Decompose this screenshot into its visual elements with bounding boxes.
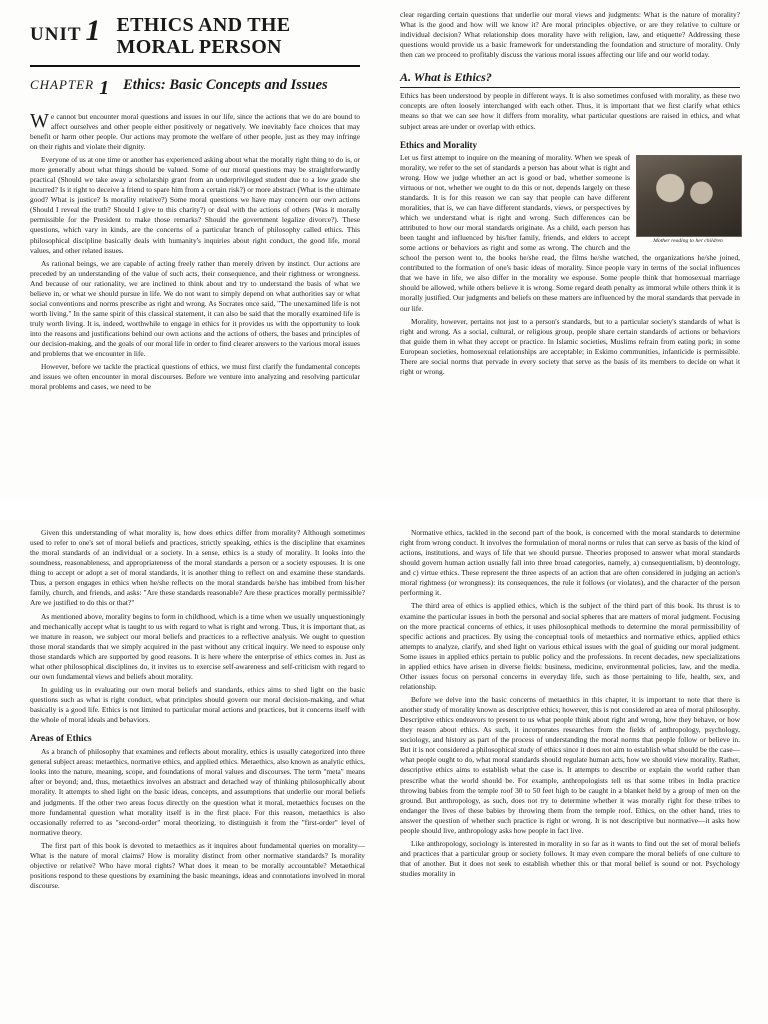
carryover-paragraph: clear regarding certain questions that underlie our moral views and judgments: What is the nature of morality? What is the good and how will we know it? Are moral principles objective, or are they relative to culture or individual decision? What relationship does morality have with religion, law, and etiquette? Addressing these questions would provide us a basic framework for understanding the foundation and structure of morality. Only then can we proceed to profitably discuss the various moral issues affecting our life and our world today. (400, 10, 740, 60)
unit-header (30, 14, 360, 67)
paragraph: Let us first attempt to inquire on the meaning of morality. When we speak of morality, we refer to the set of standards a person has about what is right and wrong. How we judge whether an act is good or bad, whether someone is virtuous or not, whether we ought to do this or not, depends largely on these standards. It is for this reason we can say that people can have different moralities, that is, we can have different standards, views, or perspectives by which we understand what is right and wrong. Such differences can be attributed to how our moral standards originate. As a child, each person has been taught and influenced by his/her family, friends, and elders to accept some actions or behaviors as right and some as wrong. The church and the school the person went to, the books he/she read, the films he/she watched, the organizations he/she joined, contributed to the formation of one's basic ideas of morality. Since people vary in terms of the social influences that we have in life, we also differ in the morality we espouse. Some people think that homosexual marriage should be allowed, while others believe it is wrong. Some regard death penalty as immoral while others think it is morally justified. Our judgments and beliefs on these matters are influenced by the moral standards that pervade in our life. (400, 152, 740, 313)
opening-paragraph-text: e cannot but encounter moral questions and issues in our life, since the actions that we do are bound to affect ourselves and other people either positively or negatively. We inevitably face choices that may benefit or harm other people. Our actions may promote the welfare of other people, just as they may infringe on their rights and violate their dignity. (30, 111, 360, 151)
chapter-number: 1 (99, 76, 110, 99)
chapter-header (30, 77, 360, 100)
opening-paragraph (30, 109, 360, 152)
paragraph: Ethics has been understood by people in different ways. It is also sometimes confused with morality, as these two concepts are often loosely interchanged with each other. Thus, it is important that we first clarify what ethics means so that we can see how it differs from morality, what particular questions are raised in ethics, and what subject areas are under or overlap with ethics. (400, 91, 740, 131)
page-one-column (30, 14, 360, 395)
unit-title: ETHICS AND THE MORAL PERSON (116, 14, 291, 59)
figure-mother-reading (636, 155, 740, 244)
paragraph: Given this understanding of what morality is, how does ethics differ from morality? Although sometimes used to refer to one's set of moral beliefs and practices, strictly speaking, ethics is the discipline that examines the moral standards of an individual or a society. In a sense, ethics is a study of morality. It looks into the soundness, reasonableness, and appropriateness of the moral standards a person or a society espouses. It is one thing to accept or adopt a set of moral standards, it is another thing to reflect on and examine these standards. Thus, a person engages in ethics when he/she reflects on the moral standards he/she has imbibed from his/her family, church, and friends, and asks: "Are these standards reasonable? Are these practices morally permissible? Are we justified to do this or that?" (30, 528, 365, 608)
unit-label: UNIT (30, 24, 82, 45)
chapter-label: CHAPTER (30, 76, 95, 92)
subsection-heading-ethics-and-morality: Ethics and Morality (400, 139, 478, 150)
paragraph: Normative ethics, tackled in the second part of the book, is concerned with the moral standards to determine right from wrong conduct. It involves the formulation of moral norms or rules that can serve as basis of the kind of actions, institutions, and ways of life that we should pursue. Theories proposed to answer what moral standards should govern human action usually fall into three broad categories, namely, a) consequentialism, b) deontology, and c) virtue ethics. These represent the three aspects of an action that are often considered in judging an action's moral rightness (or wrongness): its consequences, the rule it follows (or violates), and the character of the person performing it. (400, 528, 740, 598)
paragraph: The third area of ethics is applied ethics, which is the subject of the third part of this book. Its thrust is to examine the particular issues in both the personal and social spheres that are matters of moral judgment. Focusing on the more practical concerns of ethics, it uses philosophical methods to determine the moral permissibility of specific actions and practices. By using the conceptual tools of metaethics and normative ethics, applied ethics attempts to analyze, clarify, and shed light on various ethical issues with the goal of guiding our moral judgment. Some issues in applied ethics pertain to public policy and the professions. In recent decades, new specializations in applied ethics have arisen in diverse fields: business, medicine, environmental policies, law, and the media. Other issues focus on personal concerns in everyday life, such as those pertaining to life, health, sex, and relationship. (400, 601, 740, 691)
paragraph: Everyone of us at one time or another has experienced asking about what the morally right thing to do is, or more generally about what things should be valued. Some of our moral questions may be straightforwardly practical (Should we take away a scholarship grant from an underprivileged student due to a low grade she incurred? Is it right to deceive a friend to spare him from a certain risk?) or more abstract (What is the ultimate good? What is justice? Is morality relative?) Some moral questions we have may concern our own actions (Should I reveal the truth? Should I give to this charity?) or deal with the actions of others (Was it morally permissible for the President to make those remarks? Should the government legalize divorce?). These questions, which vary in kinds, are the concerns of a particular branch of philosophy called ethics. This philosophical discipline basically deals with humanity's inquiries about right conduct, the good life, moral values, and other related issues. (30, 155, 360, 255)
unit-block (30, 14, 101, 48)
paragraph: However, before we tackle the practical questions of ethics, we must first clarify the fundamental concepts and issues we often encounter in moral discourses. Before we venture into analyzing and resolving particular moral problems and cases, we need to be (30, 362, 360, 392)
paragraph: In guiding us in evaluating our own moral beliefs and standards, ethics aims to shed light on the basic questions such as what is right conduct, what principles should govern our moral decision-making, and what basically is a good life. Ethics is not limited to particular moral actions and practices, but it concerns itself with the whole of moral ideals and behaviors. (30, 684, 365, 725)
paragraph: As rational beings, we are capable of acting freely rather than merely driven by instinct. Our actions are preceded by an understanding of the value of such acts, their consequence, and their rightness or wrongness. And because of our rationality, we are inclined to think about and try to understand the basis of what we believe in, or what we should pursue in life. We do not want to simply depend on what authorities say or what social conventions and norms prescribe as right and wrong. As Socrates once said, "The unexamined life is not worth living." In the same spirit of this classical statement, it can also be said that the morally examined life is truly worth living. It is, indeed, worthwhile to engage in ethics for it provides us with the opportunity to look into the reasons and justifications behind our own actions and the actions of others, the bases and principles of our decision-making, and the goals of our moral life in order to find clearer answers to the various moral issues and problems that we encounter in life. (30, 258, 360, 359)
section-heading-what-is-ethics: A. What is Ethics? (400, 70, 740, 88)
paragraph: Like anthropology, sociology is interested in morality in so far as it wants to find out the set of moral beliefs and practices that a particular group or society follows. It may even compare the moral beliefs of one culture to that of another. But it does not seek to establish whether this or that moral belief is sound or not. Psychology studies morality in (400, 838, 740, 879)
page-seam (0, 500, 768, 520)
figure-photo (636, 155, 742, 237)
paragraph: As a branch of philosophy that examines and reflects about morality, ethics is usually categorized into three general subject areas: metaethics, normative ethics, and applied ethics. Metaethics, also known as analytic ethics, looks into the nature, meaning, scope, and foundations of moral values and discourses. The term "meta" means after or beyond; and, thus, metaethics involves an abstract and detached way of thinking philosophically about morality. It attempts to shed light on the basic ideas, concepts, and assumptions that underlie our moral beliefs and judgments. If the other two areas focus directly on the question what it moral, metaethics focuses on the more fundamental question what morality itself is in the first place. For this reason, metaethics is also occasionally referred to as "second-order" moral theorizing, to distinguish it from the "first-order" level of normative theory. (30, 747, 365, 837)
subsection-heading-areas-of-ethics: Areas of Ethics (30, 734, 92, 745)
paragraph: Before we delve into the basic concerns of metaethics in this chapter, it is important to note that there is another study of morality known as descriptive ethics; however, this is not considered an area of moral philosophy. Descriptive ethics endeavors to present to us what people think about right and wrong, how they behave, or how they reason about ethics. As such, it incorporates researches from the fields of anthropology, psychology, sociology, and history as part of the process of understanding the moral norms that people follow or believe in. But it is not considered a philosophical study of ethics since it does not aim to establish what should be the case—what people ought to do, what moral standards should regulate human acts, how we should view morality. Rather, descriptive ethics aims to establish what the case is. It attempts to describe or explain the world rather than prescribe what the world should be. For example, anthropologists tell us that some tribes in India practice throwing babies from the temple roof 30 to 50 feet high to be caught in a blanket held by a group of men on the ground. But anthropology, as such, does not try to determine whether it was morally right for these tribes to endanger the lives of these babies by throwing them from the temple roof. Ethics, on the other hand, tries to answer the question of whether such practice is right or wrong. It is not descriptive but normative—it asks how people should live, anthropology asks how people in fact live. (400, 695, 740, 835)
drop-cap-w: W (30, 109, 49, 132)
bottom-spread (0, 520, 768, 1024)
page-two-column (400, 10, 740, 380)
top-spread (0, 0, 768, 500)
figure-caption: Mother reading to her children (653, 237, 723, 244)
paragraph: As mentioned above, morality begins to form in childhood, which is a time when we usually unquestioningly and mechanically accept what is taught to us with regard to what is right and wrong. Thus, it is important that, as we mature in reason, we subject our moral beliefs and practices to a reflective analysis. We ought to question those moral standards that we simply acquired in the past without any critical inquiry. We need to espouse only those standards which are supported by good reasons. It is here where the enterprise of ethics comes in. Just as what other philosophical disciplines do, it invites us to exercise self-awareness and self-criticism with regard to our own fundamental views and beliefs about morality. (30, 611, 365, 681)
page-four-column (400, 528, 740, 882)
chapter-title: Ethics: Basic Concepts and Issues (123, 76, 328, 93)
page-three-column (30, 528, 365, 894)
paragraph: The first part of this book is devoted to metaethics as it inquires about fundamental queries on morality—What is the nature of moral claims? How is morality distinct from other normative standards? Is morality objective or relative? Who have moral rights? What does it mean to be morally accountable? Metaethical positions respond to these questions by examining the basic meanings, ideas and connotations involved in moral discourse. (30, 840, 365, 890)
unit-number: 1 (85, 14, 101, 47)
paragraph: Morality, however, pertains not just to a person's standards, but to a particular society's standards of what is right and wrong. As a social, cultural, or religious group, people share certain standards of actions or behaviors that guide them in what they accept or practice. In Islamic societies, Muslims refrain from eating pork; in some European societies, homosexual relationships are acceptable; in Eskimo communities, infanticide is permissible. There are social norms that pervade in every society that serve as the basis of its members to decide on what it right or wrong. (400, 316, 740, 376)
